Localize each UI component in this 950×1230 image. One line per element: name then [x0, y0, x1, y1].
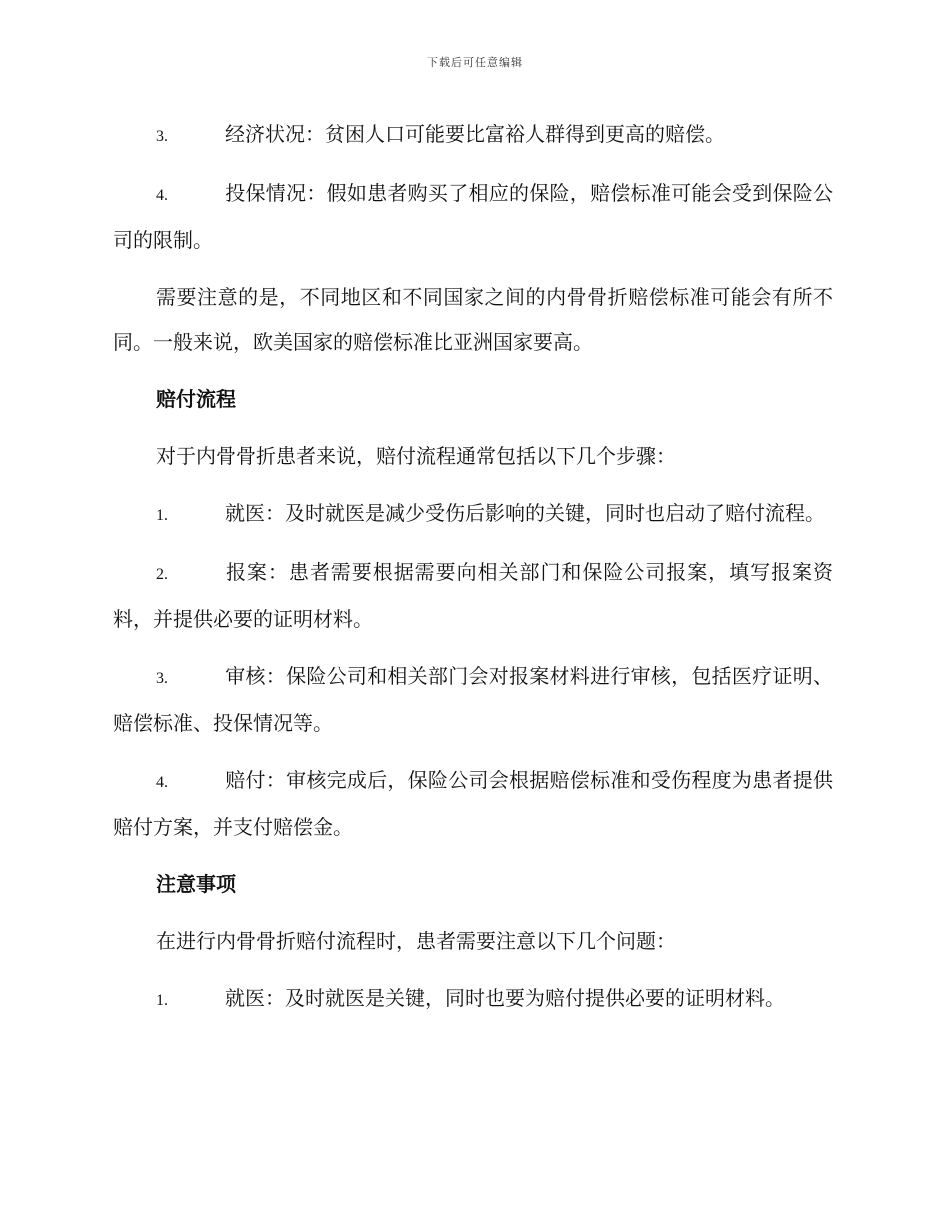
list-item-step-medical	[113, 491, 833, 538]
list-item-insurance-status	[113, 171, 833, 263]
list-item-step-payment	[113, 758, 833, 850]
list-text: 报案：患者需要根据需要向相关部门和保险公司报案，填写报案资料，并提供必要的证明材料。	[113, 560, 833, 631]
list-text: 就医：及时就医是关键，同时也要为赔付提供必要的证明材料。	[225, 986, 785, 1010]
document-body	[113, 112, 833, 1035]
list-item-step-review	[113, 654, 833, 746]
heading-claim-process: 赔付流程	[156, 387, 236, 411]
list-number: 4.	[156, 187, 168, 204]
paragraph-process-intro: 对于内骨骨折患者来说，赔付流程通常包括以下几个步骤：	[156, 444, 676, 468]
list-text: 投保情况：假如患者购买了相应的保险，赔偿标准可能会受到保险公司的限制。	[113, 181, 833, 252]
list-number: 4.	[156, 774, 168, 791]
list-text: 经济状况：贫困人口可能要比富裕人群得到更高的赔偿。	[225, 122, 725, 146]
list-number: 1.	[156, 507, 168, 524]
heading-precautions: 注意事项	[156, 872, 236, 896]
list-item-note-medical	[113, 976, 833, 1023]
list-number: 3.	[156, 128, 168, 145]
list-number: 1.	[156, 992, 168, 1009]
list-text: 赔付：审核完成后，保险公司会根据赔偿标准和受伤程度为患者提供赔付方案，并支付赔偿金。	[113, 768, 833, 839]
list-item-economic-status	[113, 112, 833, 159]
list-text: 审核：保险公司和相关部门会对报案材料进行审核，包括医疗证明、赔偿标准、投保情况等。	[113, 664, 833, 735]
list-item-step-report	[113, 550, 833, 642]
list-number: 2.	[156, 566, 168, 583]
paragraph-notes-intro: 在进行内骨骨折赔付流程时，患者需要注意以下几个问题：	[156, 929, 676, 953]
list-number: 3.	[156, 670, 168, 687]
paragraph-regional-note: 需要注意的是，不同地区和不同国家之间的内骨骨折赔偿标准可能会有所不同。一般来说，欧美国家的赔偿标准比亚洲国家要高。	[113, 285, 833, 354]
header-note: 下载后可任意编辑	[427, 56, 523, 69]
list-text: 就医：及时就医是减少受伤后影响的关键，同时也启动了赔付流程。	[225, 501, 825, 525]
